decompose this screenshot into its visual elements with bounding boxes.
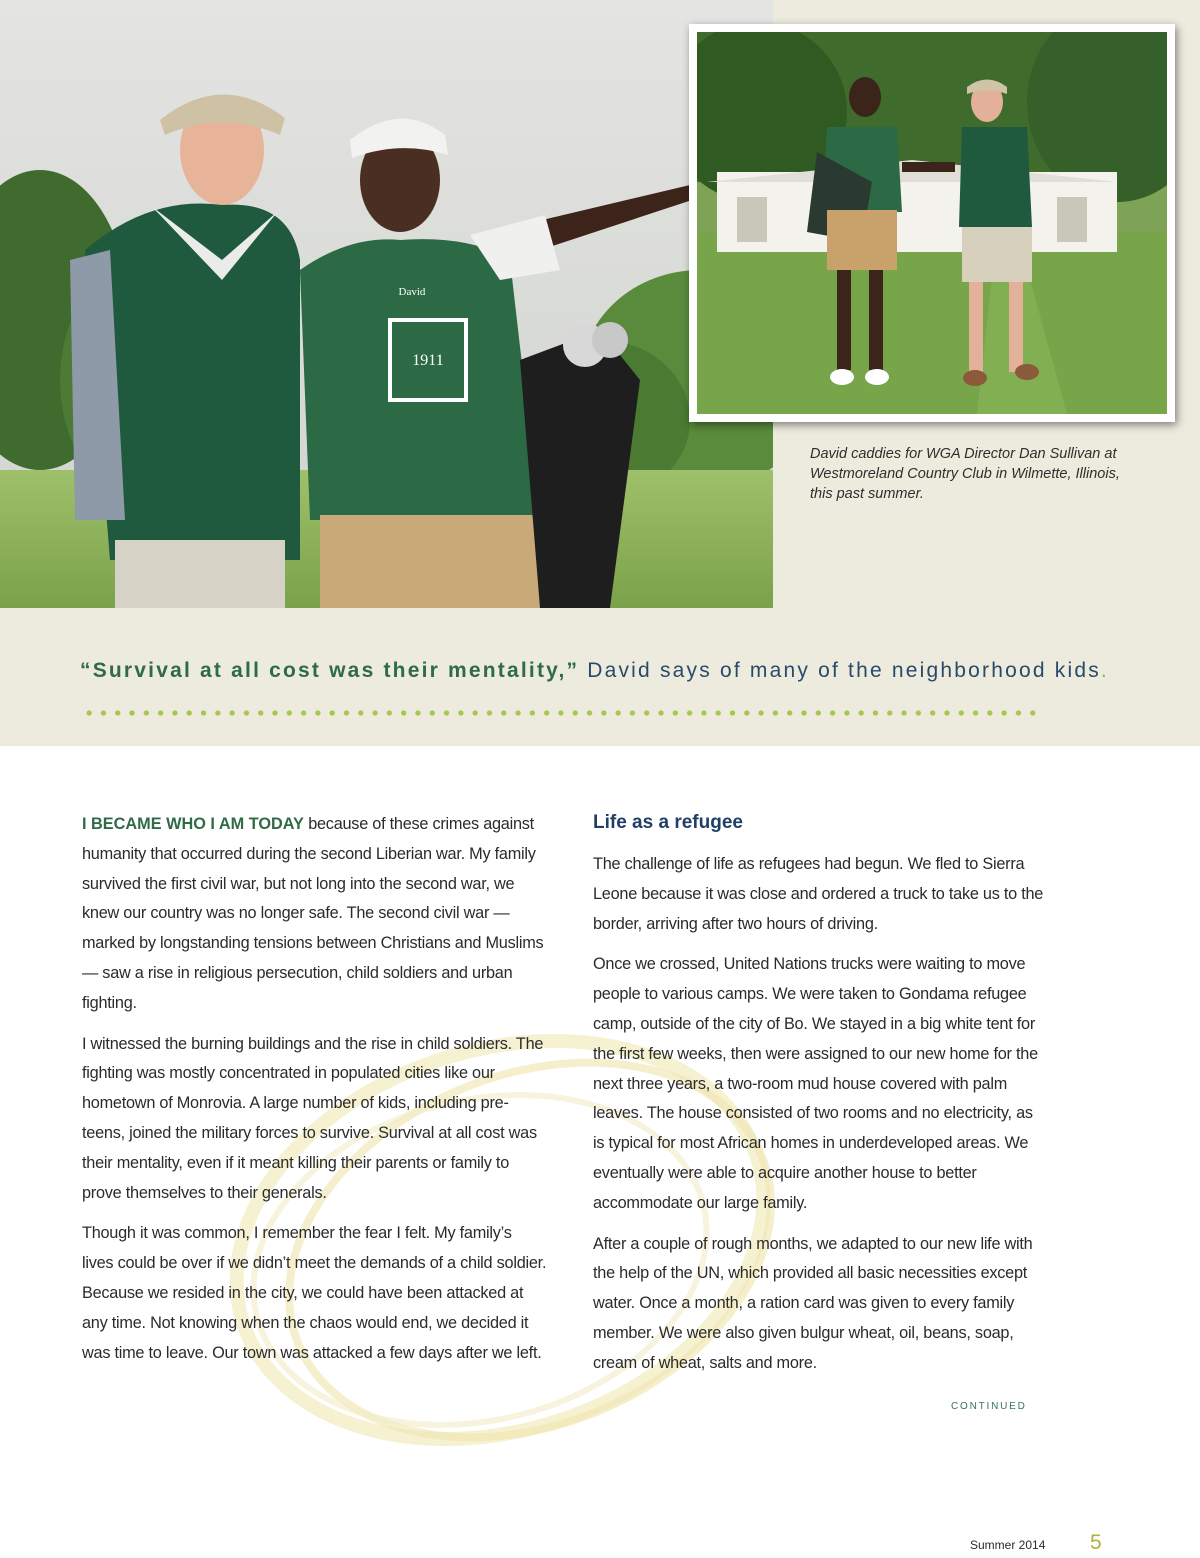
inset-photo [689, 24, 1175, 422]
main-photo [0, 0, 773, 608]
golfer-and-caddie-photo-icon [0, 0, 773, 608]
continued-label: CONTINUED [951, 1401, 1027, 1412]
page-number: 5 [1090, 1531, 1102, 1554]
paragraph: Though it was common, I remember the fear I felt. My family’s lives could be over if we didn’t meet the demands of a child soldier. Because we resided in the city, we could have been attacked at any time. Not knowing when the chaos would end, we decided it was time to leave. Our town was attacked a few days after we left. [82, 1224, 547, 1362]
paragraph: I witnessed the burning buildings and the rise in child soldiers. The fighting was mostly concentrated in populated cities like our hometown of Monrovia. A large number of kids, including pre-teens, joined the military forces to survive. Survival at all cost was their mentality, even if it meant killing their parents or family to prove themselves to their generals. [82, 1034, 544, 1202]
caddie-walking-photo-icon [697, 32, 1167, 414]
photo-caption: David caddies for WGA Director Dan Sullivan at Westmoreland Country Club in Wilmette, Illinois, this past summer. [810, 446, 1120, 502]
paragraph: The challenge of life as refugees had begun. We fled to Sierra Leone because it was close and ordered a truck to take us to the border, arriving after two hours of driving. [593, 855, 1044, 933]
section-heading: Life as a refugee [593, 812, 743, 833]
pull-quote-period: . [1100, 659, 1109, 682]
paragraph: After a couple of rough months, we adapted to our new life with the help of the UN, which provided all basic necessities except water. Once a month, a ration card was given to every family member. We were also given bulgur wheat, oil, beans, soap, cream of wheat, salts and more. [593, 1234, 1033, 1372]
svg-text:David: David [398, 286, 426, 298]
dotted-divider [82, 710, 1042, 716]
lead-in: I BECAME WHO I AM TODAY [82, 815, 304, 833]
pull-quote [80, 659, 1140, 683]
issue-label: Summer 2014 [970, 1538, 1046, 1552]
paragraph: Once we crossed, United Nations trucks were waiting to move people to various camps. We were taken to Gondama refugee camp, outside of the city of Bo. We stayed in a big white tent for the first few weeks, then were assigned to our new home for the next three years, a two-room mud house covered with palm leaves. The house consisted of two rooms and no electricity, as is typical for most African homes in underdeveloped areas. We eventually were able to acquire another house to better accommodate our large family. [593, 955, 1038, 1212]
pull-quote-attribution: David says of many of the neighborhood kids [579, 659, 1101, 682]
pull-quote-emphasis: “Survival at all cost was their mentality,” [80, 659, 580, 682]
svg-text:1911: 1911 [412, 352, 444, 369]
left-column [82, 810, 547, 1379]
right-column [593, 850, 1048, 1390]
paragraph: I BECAME WHO I AM TODAY because of these crimes against humanity that occurred during the second Liberian war. My family survived the first civil war, but not long into the second war, we knew our country was no longer safe. The second civil war — marked by longstanding tensions between Christians and Muslims — saw a rise in religious persecution, child soldiers and urban fighting. [82, 815, 544, 1012]
